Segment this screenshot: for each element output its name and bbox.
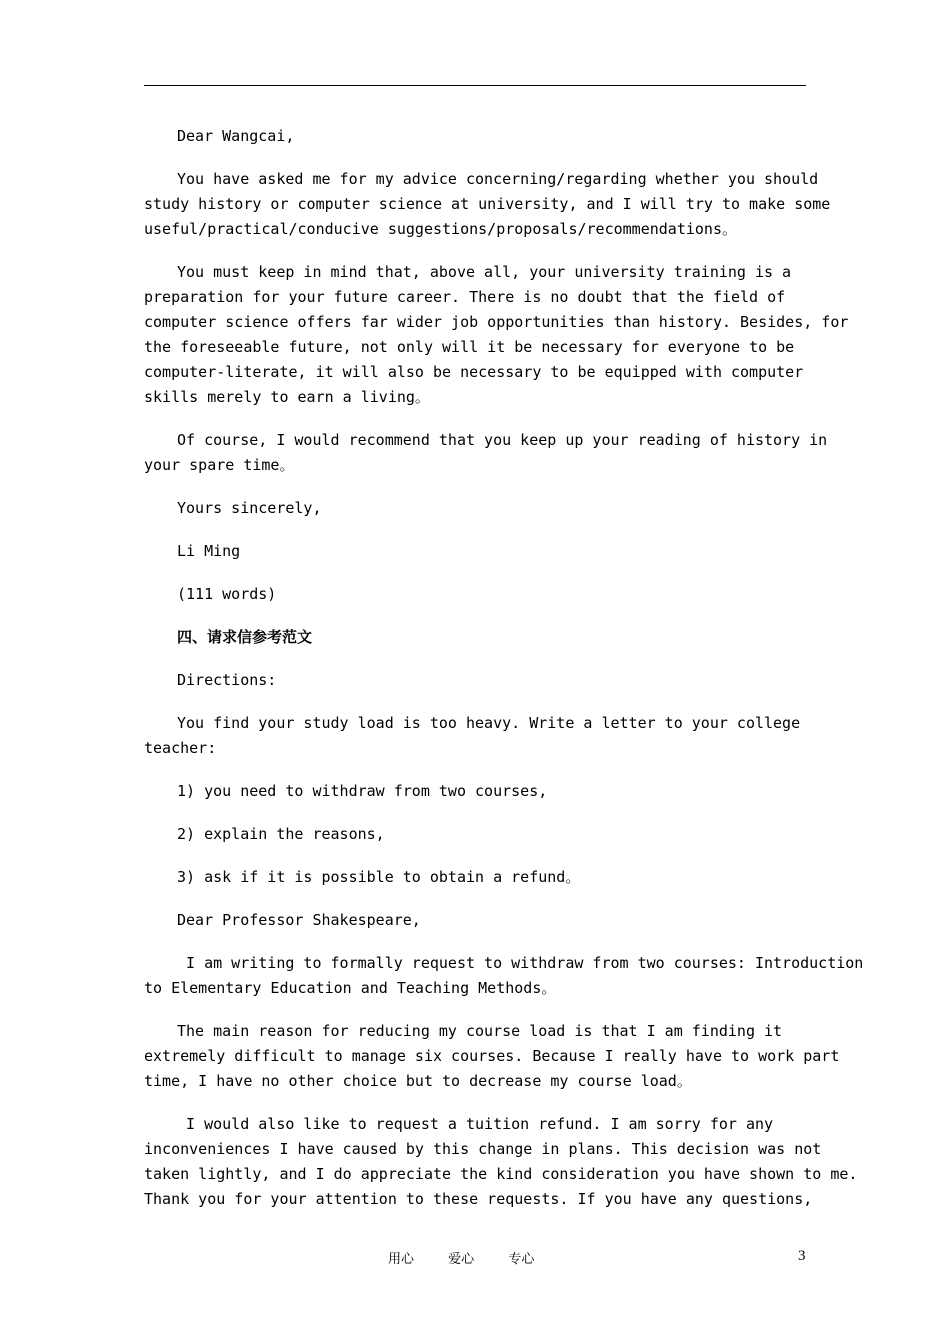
header-rule [144,85,806,86]
letter2-paragraph-2 [144,1019,840,1094]
page-footer [0,1248,950,1268]
letter1-paragraph-2 [144,260,849,410]
letter1-signature: Li Ming [177,542,241,560]
paragraph-line: study history or computer science at university, and I will try to make some [144,195,831,213]
page-number: 3 [798,1248,806,1264]
directions-task [144,711,824,761]
letter2-paragraph-1 [144,951,864,1001]
section-heading: 四、请求信参考范文 [177,628,313,646]
paragraph-line: computer science offers far wider job opportunities than history. Besides, for [144,313,849,331]
paragraph-line: to Elementary Education and Teaching Methods。 [144,979,557,997]
letter2-paragraph-3 [144,1112,858,1212]
letter1-paragraph-1 [144,167,831,242]
document-body [144,124,864,1230]
letter1-salutation: Dear Wangcai, [177,127,295,145]
directions-label: Directions: [177,671,277,689]
paragraph-line: The main reason for reducing my course load is that I am finding it [177,1022,783,1040]
paragraph-line: I would also like to request a tuition refund. I am sorry for any [177,1115,774,1133]
paragraph-line: preparation for your future career. There is no doubt that the field of [144,288,786,306]
paragraph-line: You have asked me for my advice concerning/regarding whether you should [177,170,819,188]
letter1-paragraph-3 [144,428,828,478]
paragraph-line: I am writing to formally request to withdraw from two courses: Introduction [177,954,864,972]
letter1-closing: Yours sincerely, [177,499,322,517]
paragraph-line: Thank you for your attention to these requests. If you have any questions, [144,1190,813,1208]
paragraph-line: computer-literate, it will also be necessary to be equipped with computer [144,363,804,381]
paragraph-line: taken lightly, and I do appreciate the kind consideration you have shown to me. [144,1165,858,1183]
paragraph-line: the foreseeable future, not only will it be necessary for everyone to be [144,338,795,356]
footer-motto [388,1248,564,1267]
paragraph-line: useful/practical/conducive suggestions/proposals/recommendations。 [144,220,737,238]
footer-motto-3: 专心 [508,1252,535,1267]
paragraph-line: extremely difficult to manage six courses. Because I really have to work part [144,1047,840,1065]
paragraph-line: You find your study load is too heavy. Write a letter to your college [177,714,801,732]
directions-item-2: 2) explain the reasons, [177,825,385,843]
paragraph-line: inconveniences I have caused by this change in plans. This decision was not [144,1140,822,1158]
paragraph-line: Of course, I would recommend that you keep up your reading of history in [177,431,828,449]
paragraph-line: You must keep in mind that, above all, your university training is a [177,263,792,281]
footer-motto-2: 爱心 [448,1252,475,1267]
paragraph-line: time, I have no other choice but to decrease my course load。 [144,1072,692,1090]
paragraph-line: your spare time。 [144,456,295,474]
directions-item-1: 1) you need to withdraw from two courses, [177,782,548,800]
paragraph-line: skills merely to earn a living。 [144,388,430,406]
directions-item-3: 3) ask if it is possible to obtain a refund。 [177,868,581,886]
letter1-word-count: (111 words) [177,585,277,603]
paragraph-line: teacher: [144,739,217,757]
footer-motto-1: 用心 [388,1252,415,1267]
letter2-salutation: Dear Professor Shakespeare, [177,911,421,929]
